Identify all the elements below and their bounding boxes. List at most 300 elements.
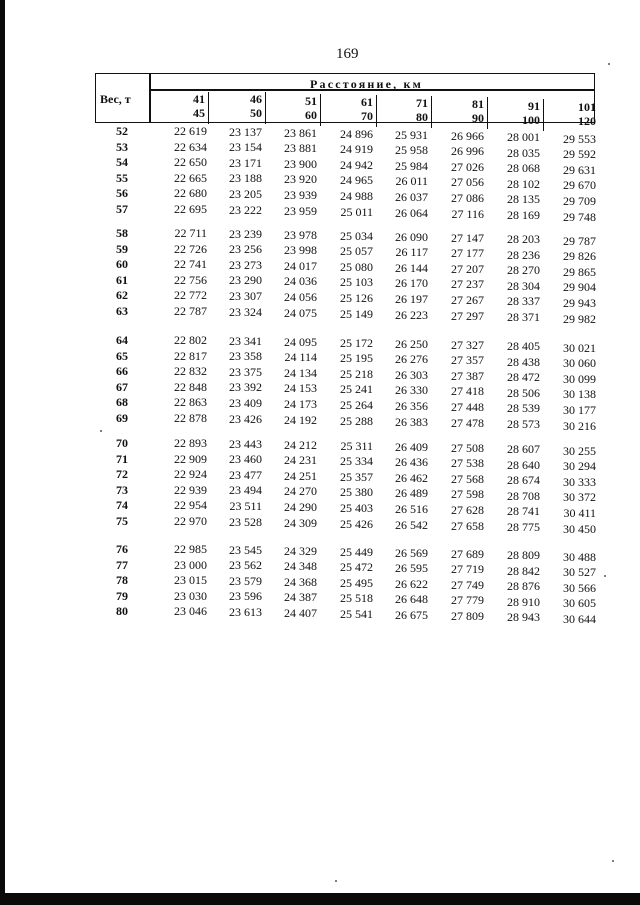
value-cell: 26 330 (395, 383, 428, 398)
header-divider-vertical (149, 74, 151, 122)
weight-cell: 53 (116, 139, 128, 154)
value-cell: 27 086 (451, 190, 484, 205)
value-cell: 28 607 (507, 442, 540, 456)
scan-speck (604, 575, 606, 577)
value-cell: 26 037 (395, 189, 428, 204)
weight-cell: 55 (116, 170, 128, 185)
value-cell: 22 817 (174, 348, 207, 363)
value-cell: 28 068 (507, 161, 540, 176)
scan-speck (100, 430, 102, 432)
distance-range-header (388, 96, 428, 124)
weight-cell: 56 (116, 186, 128, 201)
value-cell: 23 205 (229, 186, 262, 201)
value-cell: 28 775 (507, 520, 540, 534)
weight-cell: 67 (116, 379, 128, 394)
value-cell: 29 904 (563, 280, 596, 295)
value-cell: 26 436 (395, 455, 428, 470)
weight-cell: 61 (116, 272, 128, 287)
value-cell: 25 472 (340, 560, 373, 575)
value-cell: 27 267 (451, 292, 484, 307)
weight-cell: 70 (116, 436, 128, 450)
value-cell: 22 924 (174, 467, 207, 482)
value-cell: 24 329 (284, 543, 317, 558)
value-cell: 23 222 (229, 202, 262, 217)
weight-cell: 80 (116, 604, 128, 619)
value-cell: 23 511 (229, 498, 262, 513)
value-cell: 22 787 (174, 304, 207, 318)
value-cell: 27 628 (451, 502, 484, 517)
weight-cell: 72 (116, 467, 128, 482)
value-cell: 28 236 (507, 247, 540, 262)
value-cell: 28 169 (507, 208, 540, 222)
value-cell: 30 177 (563, 402, 596, 417)
distance-range-to: 90 (472, 111, 484, 125)
value-cell: 22 909 (174, 451, 207, 466)
value-cell: 23 978 (284, 227, 317, 242)
value-cell: 29 553 (563, 131, 596, 146)
value-cell: 27 116 (451, 206, 484, 221)
weight-cell: 60 (116, 257, 128, 272)
value-cell: 27 207 (451, 261, 484, 276)
value-cell: 28 102 (507, 176, 540, 191)
value-cell: 23 375 (229, 364, 262, 379)
distance-range-from: 101 (578, 100, 596, 114)
value-cell: 22 939 (174, 482, 207, 497)
value-cell: 24 192 (284, 412, 317, 427)
value-cell: 28 842 (507, 563, 540, 578)
value-cell: 28 135 (507, 192, 540, 207)
value-cell: 30 411 (563, 505, 596, 520)
weight-cell: 68 (116, 395, 128, 410)
value-cell: 27 056 (451, 175, 484, 190)
distance-range-from: 91 (528, 99, 540, 113)
range-divider (543, 99, 545, 131)
value-cell: 25 931 (395, 127, 428, 142)
value-cell: 29 826 (563, 249, 596, 264)
value-cell: 22 665 (174, 170, 207, 185)
value-cell: 27 418 (451, 384, 484, 399)
value-cell: 27 809 (451, 608, 484, 623)
value-cell: 28 371 (507, 310, 540, 324)
value-cell: 23 046 (174, 604, 207, 619)
value-cell: 22 863 (174, 395, 207, 410)
value-cell: 23 290 (229, 273, 262, 288)
value-cell: 23 392 (229, 380, 262, 395)
value-cell: 22 741 (174, 257, 207, 272)
value-cell: 29 787 (563, 233, 596, 248)
value-cell: 29 592 (563, 147, 596, 162)
value-cell: 25 057 (340, 244, 373, 259)
value-cell: 29 670 (563, 178, 596, 193)
value-cell: 25 518 (340, 591, 373, 606)
value-cell: 23 137 (229, 124, 262, 139)
value-cell: 23 443 (229, 436, 262, 451)
value-cell: 23 998 (284, 243, 317, 258)
value-cell: 29 982 (563, 311, 596, 326)
value-cell: 26 462 (395, 470, 428, 485)
value-cell: 22 619 (174, 124, 207, 138)
value-cell: 25 495 (340, 575, 373, 590)
value-cell: 30 060 (563, 356, 596, 371)
range-divider (320, 94, 322, 126)
value-cell: 24 407 (284, 605, 317, 620)
value-cell: 28 640 (507, 457, 540, 472)
distance-range-from: 81 (472, 97, 484, 111)
value-cell: 22 695 (174, 202, 207, 216)
range-divider (431, 96, 433, 128)
value-cell: 25 080 (340, 259, 373, 274)
distance-range-from: 71 (416, 96, 428, 110)
distance-range-to: 45 (193, 106, 205, 120)
value-cell: 22 893 (174, 436, 207, 450)
value-cell: 28 809 (507, 548, 540, 562)
value-cell: 25 195 (340, 351, 373, 366)
value-cell: 23 579 (229, 573, 262, 588)
value-cell: 26 197 (395, 291, 428, 306)
distance-header: Расстояние, км (310, 77, 424, 91)
value-cell: 23 000 (174, 557, 207, 572)
value-cell: 25 311 (340, 438, 373, 453)
value-cell: 25 288 (340, 413, 373, 428)
value-cell: 24 348 (284, 559, 317, 574)
value-cell: 22 985 (174, 542, 207, 556)
distance-range-from: 51 (305, 94, 317, 108)
distance-range-to: 60 (305, 108, 317, 122)
value-cell: 30 099 (563, 371, 596, 386)
value-cell: 25 172 (340, 335, 373, 350)
value-cell: 30 527 (563, 565, 596, 580)
value-cell: 28 876 (507, 579, 540, 594)
value-cell: 23 358 (229, 349, 262, 364)
value-cell: 26 595 (395, 561, 428, 576)
value-cell: 26 622 (395, 576, 428, 591)
value-cell: 30 294 (563, 459, 596, 474)
value-cell: 25 126 (340, 290, 373, 305)
value-cell: 28 573 (507, 417, 540, 431)
value-cell: 24 251 (284, 468, 317, 483)
value-cell: 28 001 (507, 130, 540, 144)
value-cell: 26 569 (395, 545, 428, 560)
value-cell: 23 613 (229, 604, 262, 619)
value-cell: 26 675 (395, 607, 428, 622)
value-cell: 28 674 (507, 473, 540, 488)
value-cell: 23 256 (229, 242, 262, 257)
value-cell: 25 241 (340, 382, 373, 397)
value-cell: 27 177 (451, 246, 484, 261)
value-cell: 22 802 (174, 333, 207, 347)
value-cell: 28 203 (507, 232, 540, 246)
value-cell: 24 309 (284, 515, 317, 530)
value-cell: 26 648 (395, 592, 428, 607)
value-cell: 30 566 (563, 580, 596, 595)
value-cell: 27 598 (451, 487, 484, 502)
value-cell: 24 965 (340, 173, 373, 188)
value-cell: 23 171 (229, 155, 262, 170)
distance-range-header (165, 92, 205, 120)
value-cell: 26 409 (395, 439, 428, 454)
value-cell: 25 218 (340, 366, 373, 381)
range-divider (376, 95, 378, 127)
value-cell: 24 231 (284, 453, 317, 468)
distance-range-header (444, 97, 484, 125)
value-cell: 27 327 (451, 337, 484, 352)
value-cell: 30 333 (563, 474, 596, 489)
weight-cell: 75 (116, 514, 128, 528)
value-cell: 28 270 (507, 263, 540, 278)
weight-cell: 57 (116, 202, 128, 216)
range-divider (265, 92, 267, 124)
value-cell: 23 562 (229, 558, 262, 573)
value-cell: 23 154 (229, 140, 262, 155)
value-cell: 22 832 (174, 364, 207, 379)
value-cell: 24 290 (284, 499, 317, 514)
value-cell: 30 644 (563, 611, 596, 626)
value-cell: 22 756 (174, 272, 207, 287)
distance-range-to: 100 (522, 113, 540, 127)
distance-range-header (222, 92, 262, 120)
value-cell: 24 075 (284, 305, 317, 320)
value-cell: 23 188 (229, 171, 262, 186)
value-cell: 23 528 (229, 514, 262, 529)
value-cell: 22 954 (174, 498, 207, 513)
value-cell: 23 596 (229, 589, 262, 604)
distance-range-header (277, 94, 317, 122)
value-cell: 27 508 (451, 440, 484, 455)
distance-range-from: 61 (361, 95, 373, 109)
value-cell: 22 878 (174, 411, 207, 425)
value-cell: 27 568 (451, 471, 484, 486)
value-cell: 24 114 (284, 350, 317, 365)
value-cell: 29 865 (563, 264, 596, 279)
value-cell: 26 276 (395, 352, 428, 367)
value-cell: 23 307 (229, 288, 262, 303)
value-cell: 28 035 (507, 145, 540, 160)
weight-cell: 54 (116, 155, 128, 170)
value-cell: 27 147 (451, 230, 484, 245)
value-cell: 22 726 (174, 241, 207, 256)
weight-cell: 58 (116, 226, 128, 240)
value-cell: 25 958 (395, 143, 428, 158)
value-cell: 23 861 (284, 125, 317, 140)
value-cell: 27 779 (451, 593, 484, 608)
value-cell: 28 943 (507, 610, 540, 625)
value-cell: 26 383 (395, 414, 428, 429)
value-cell: 24 056 (284, 289, 317, 304)
value-cell: 28 304 (507, 278, 540, 293)
weight-cell: 71 (116, 451, 128, 466)
value-cell: 22 634 (174, 139, 207, 154)
value-cell: 22 772 (174, 288, 207, 303)
value-cell: 26 011 (395, 174, 428, 189)
weight-column-header: Вес, т (100, 92, 131, 106)
value-cell: 23 939 (284, 187, 317, 202)
weight-cell: 59 (116, 241, 128, 256)
value-cell: 24 919 (340, 142, 373, 157)
value-cell: 23 030 (174, 588, 207, 603)
weight-cell: 62 (116, 288, 128, 303)
value-cell: 25 541 (340, 606, 373, 621)
value-cell: 24 368 (284, 574, 317, 589)
value-cell: 26 144 (395, 260, 428, 275)
distance-range-from: 41 (193, 92, 205, 106)
scan-speck (335, 880, 337, 882)
value-cell: 30 450 (563, 521, 596, 536)
value-cell: 25 403 (340, 500, 373, 515)
value-cell: 26 117 (395, 245, 428, 260)
distance-range-to: 50 (250, 106, 262, 120)
weight-cell: 76 (116, 542, 128, 556)
weight-cell: 66 (116, 364, 128, 379)
value-cell: 26 303 (395, 367, 428, 382)
value-cell: 28 472 (507, 370, 540, 385)
value-cell: 22 970 (174, 514, 207, 528)
weight-cell: 79 (116, 588, 128, 603)
value-cell: 23 545 (229, 542, 262, 557)
distance-range-header (333, 95, 373, 123)
value-cell: 26 542 (395, 517, 428, 532)
range-divider (208, 92, 210, 124)
value-cell: 23 239 (229, 226, 262, 241)
value-cell: 27 357 (451, 353, 484, 368)
value-cell: 22 848 (174, 379, 207, 394)
value-cell: 24 988 (340, 188, 373, 203)
value-cell: 28 741 (507, 504, 540, 519)
page-number: 169 (336, 46, 359, 62)
value-cell: 25 011 (340, 204, 373, 219)
value-cell: 23 959 (284, 203, 317, 218)
distance-range-to: 70 (361, 109, 373, 123)
value-cell: 26 356 (395, 398, 428, 413)
value-cell: 23 494 (229, 483, 262, 498)
value-cell: 27 237 (451, 277, 484, 292)
weight-cell: 74 (116, 498, 128, 513)
value-cell: 25 984 (395, 158, 428, 173)
value-cell: 28 708 (507, 488, 540, 503)
distance-range-header (500, 99, 540, 127)
value-cell: 29 631 (563, 162, 596, 177)
value-cell: 26 516 (395, 501, 428, 516)
distance-range-from: 46 (250, 92, 262, 106)
value-cell: 29 709 (563, 193, 596, 208)
value-cell: 28 539 (507, 401, 540, 416)
value-cell: 25 380 (340, 485, 373, 500)
value-cell: 26 170 (395, 276, 428, 291)
value-cell: 23 324 (229, 304, 262, 319)
value-cell: 24 153 (284, 381, 317, 396)
value-cell: 28 910 (507, 594, 540, 609)
value-cell: 24 095 (284, 334, 317, 349)
value-cell: 26 223 (395, 307, 428, 322)
value-cell: 24 387 (284, 590, 317, 605)
distance-range-to: 120 (578, 114, 596, 128)
value-cell: 27 658 (451, 518, 484, 533)
value-cell: 28 405 (507, 339, 540, 353)
weight-cell: 64 (116, 333, 128, 347)
value-cell: 26 996 (451, 144, 484, 159)
weight-cell: 69 (116, 411, 128, 425)
value-cell: 26 966 (451, 128, 484, 143)
weight-cell: 77 (116, 557, 128, 572)
weight-cell: 63 (116, 304, 128, 318)
value-cell: 30 138 (563, 387, 596, 402)
scan-speck (608, 63, 610, 65)
value-cell: 27 297 (451, 308, 484, 323)
value-cell: 30 488 (563, 549, 596, 564)
value-cell: 24 896 (340, 126, 373, 141)
value-cell: 27 749 (451, 577, 484, 592)
value-cell: 27 538 (451, 456, 484, 471)
value-cell: 27 448 (451, 399, 484, 414)
value-cell: 25 034 (340, 228, 373, 243)
value-cell: 27 478 (451, 415, 484, 430)
value-cell: 23 900 (284, 156, 317, 171)
value-cell: 27 689 (451, 546, 484, 561)
value-cell: 26 064 (395, 205, 428, 220)
value-cell: 24 212 (284, 437, 317, 452)
value-cell: 23 460 (229, 452, 262, 467)
value-cell: 28 337 (507, 294, 540, 309)
value-cell: 26 090 (395, 229, 428, 244)
value-cell: 27 026 (451, 159, 484, 174)
weight-cell: 65 (116, 348, 128, 363)
value-cell: 23 477 (229, 467, 262, 482)
weight-cell: 73 (116, 482, 128, 497)
value-cell: 24 942 (340, 157, 373, 172)
value-cell: 30 021 (563, 340, 596, 355)
value-cell: 30 605 (563, 596, 596, 611)
value-cell: 29 943 (563, 295, 596, 310)
value-cell: 23 881 (284, 141, 317, 156)
value-cell: 30 372 (563, 490, 596, 505)
scan-border-bottom (0, 893, 640, 905)
value-cell: 26 250 (395, 336, 428, 351)
range-divider (487, 97, 489, 129)
value-cell: 26 489 (395, 486, 428, 501)
value-cell: 25 357 (340, 469, 373, 484)
value-cell: 25 426 (340, 516, 373, 531)
value-cell: 23 920 (284, 172, 317, 187)
value-cell: 25 334 (340, 454, 373, 469)
value-cell: 25 264 (340, 397, 373, 412)
value-cell: 22 650 (174, 155, 207, 170)
value-cell: 29 748 (563, 209, 596, 224)
value-cell: 23 341 (229, 333, 262, 348)
scan-border-left (0, 0, 5, 905)
value-cell: 22 711 (174, 226, 207, 240)
weight-cell: 78 (116, 573, 128, 588)
distance-range-to: 80 (416, 110, 428, 124)
value-cell: 24 017 (284, 258, 317, 273)
scan-speck (612, 860, 614, 862)
distance-range-header (556, 100, 596, 128)
weight-cell: 52 (116, 124, 128, 138)
value-cell: 23 273 (229, 257, 262, 272)
value-cell: 23 426 (229, 411, 262, 426)
value-cell: 22 680 (174, 186, 207, 201)
value-cell: 24 173 (284, 396, 317, 411)
value-cell: 23 015 (174, 573, 207, 588)
value-cell: 30 216 (563, 418, 596, 433)
value-cell: 27 719 (451, 562, 484, 577)
value-cell: 25 449 (340, 544, 373, 559)
value-cell: 27 387 (451, 368, 484, 383)
value-cell: 24 134 (284, 365, 317, 380)
value-cell: 25 149 (340, 306, 373, 321)
value-cell: 28 506 (507, 385, 540, 400)
value-cell: 25 103 (340, 275, 373, 290)
value-cell: 30 255 (563, 443, 596, 458)
value-cell: 24 270 (284, 484, 317, 499)
